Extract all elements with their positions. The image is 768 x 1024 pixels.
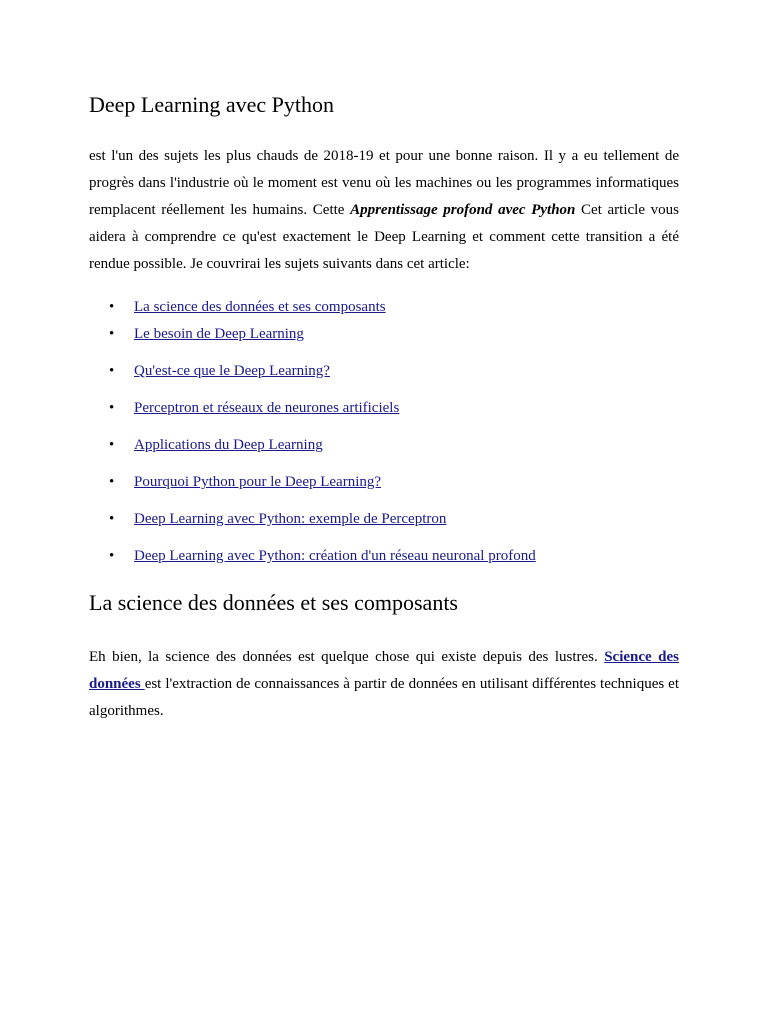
bullet-icon: •	[109, 400, 115, 416]
bullet-icon: •	[109, 474, 115, 490]
intro-text-end: Cet article vous aidera à comprendre ce qu'est exactement le Deep Learning et comment cette transition a été rendue possible. Je couvrirai les sujets suivants dans cet article:	[89, 202, 679, 272]
bullet-icon: •	[109, 326, 115, 342]
bullet-icon: •	[109, 548, 115, 564]
bullet-icon: •	[109, 511, 115, 527]
document-content	[89, 86, 679, 725]
toc-item	[89, 543, 679, 570]
toc-link-perceptron-example[interactable]: Deep Learning avec Python: exemple de Perceptron	[134, 511, 447, 527]
intro-emphasis: Apprentissage profond avec Python	[350, 202, 576, 218]
toc-item	[89, 395, 679, 422]
toc-item	[89, 358, 679, 385]
toc-item	[89, 469, 679, 496]
bullet-icon: •	[109, 437, 115, 453]
section-text-end: est l'extraction de connaissances à partir de données en utilisant différentes techniques et algorithmes.	[89, 676, 680, 719]
section-paragraph	[89, 644, 679, 725]
section-text-start: Eh bien, la science des données est quelque chose qui existe depuis des lustres.	[89, 649, 605, 665]
toc-item	[89, 432, 679, 459]
bullet-icon: •	[109, 363, 115, 379]
toc-link-what-is-deep-learning[interactable]: Qu'est-ce que le Deep Learning?	[134, 363, 330, 379]
toc-link-applications[interactable]: Applications du Deep Learning	[134, 437, 323, 453]
table-of-contents	[89, 294, 679, 570]
data-science-link[interactable]: Science des données	[89, 649, 679, 692]
toc-item	[89, 321, 679, 348]
section-heading: La science des données et ses composants	[89, 590, 458, 615]
bullet-icon: •	[109, 299, 115, 315]
page-title: Deep Learning avec Python	[89, 92, 334, 117]
intro-text-start: est l'un des sujets les plus chauds de 2018-19 et pour une bonne raison. Il y a eu tellement de progrès dans l'industrie où le moment est venu où les machines ou les programmes informatiques remplacent réellement les humains. Cette	[89, 148, 679, 218]
toc-link-need-deep-learning[interactable]: Le besoin de Deep Learning	[134, 326, 304, 342]
intro-paragraph	[89, 143, 679, 278]
toc-item	[89, 294, 679, 321]
toc-link-perceptron[interactable]: Perceptron et réseaux de neurones artificiels	[134, 400, 400, 416]
toc-link-why-python[interactable]: Pourquoi Python pour le Deep Learning?	[134, 474, 382, 490]
toc-link-deep-neural-network[interactable]: Deep Learning avec Python: création d'un réseau neuronal profond	[134, 548, 536, 564]
toc-item	[89, 506, 679, 533]
toc-link-data-science[interactable]: La science des données et ses composants	[134, 299, 386, 315]
